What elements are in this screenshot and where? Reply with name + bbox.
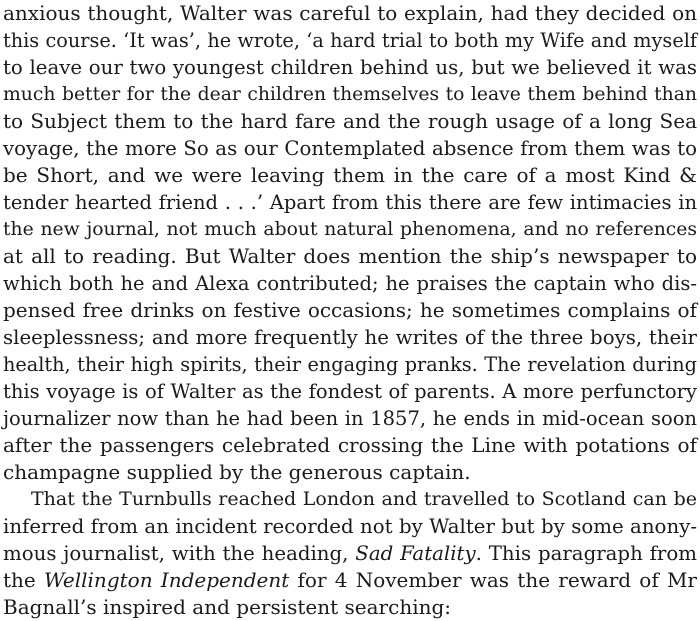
text-line: be Short, and we were leaving them in the care of a most Kind & <box>3 163 697 187</box>
text-line: journalizer now than he had been in 1857, he ends in mid-ocean soon <box>3 407 697 430</box>
text-line: tender hearted friend . . .’ Apart from this there are few intimacies in <box>3 191 697 214</box>
text-line: voyage, the more So as our Contemplated absence from them was to <box>3 137 697 160</box>
newspaper-title-italic: Wellington Independent <box>43 568 290 592</box>
heading-title-italic: Sad Fatality <box>355 542 476 565</box>
text-line: this voyage is of Walter as the fondest of parents. A more perfunctory <box>3 380 697 403</box>
text-line: sleeplessness; and more frequently he writes of the three boys, their <box>3 326 697 349</box>
text-line: anxious thought, Walter was careful to explain, had they decided on <box>3 1 697 25</box>
text-line: inferred from an incident recorded not by Walter but by some anony- <box>3 515 697 538</box>
text-line: Bagnall’s inspired and persistent searching: <box>3 595 452 619</box>
text-run: for 4 November was the reward of Mr <box>289 568 697 592</box>
text-line: after the passengers celebrated crossing the Line with potations of <box>3 433 697 457</box>
text-line: this course. ‘It was’, he wrote, ‘a hard trial to both my Wife and myself <box>3 29 697 52</box>
text-line: which both he and Alexa contributed; he praises the captain who dis- <box>3 272 697 295</box>
text-line: That the Turnbulls reached London and travelled to Scotland can be <box>31 488 697 510</box>
text-line: champagne supplied by the generous captain. <box>3 460 471 484</box>
text-line: to Subject them to the hard fare and the rough usage of a long Sea <box>3 109 697 133</box>
text-line: much better for the dear children themselves to leave them behind than <box>3 84 697 105</box>
text-run: . This paragraph from <box>475 542 697 565</box>
text-line: the new journal, not much about natural phenomena, and no references <box>3 219 697 240</box>
text-line: at all to reading. But Walter does mention the ship’s newspaper to <box>3 244 697 268</box>
text-line: to leave our two youngest children behind us, but we believed it was <box>3 56 697 79</box>
text-run: the <box>3 568 44 592</box>
text-line: health, their high spirits, their engaging pranks. The revelation during <box>3 353 697 376</box>
text-line <box>3 567 697 594</box>
text-run: mous journalist, with the heading, <box>3 542 356 565</box>
text-line: pensed free drinks on festive occasions; he sometimes complains of <box>3 298 697 322</box>
text-line <box>3 540 697 567</box>
